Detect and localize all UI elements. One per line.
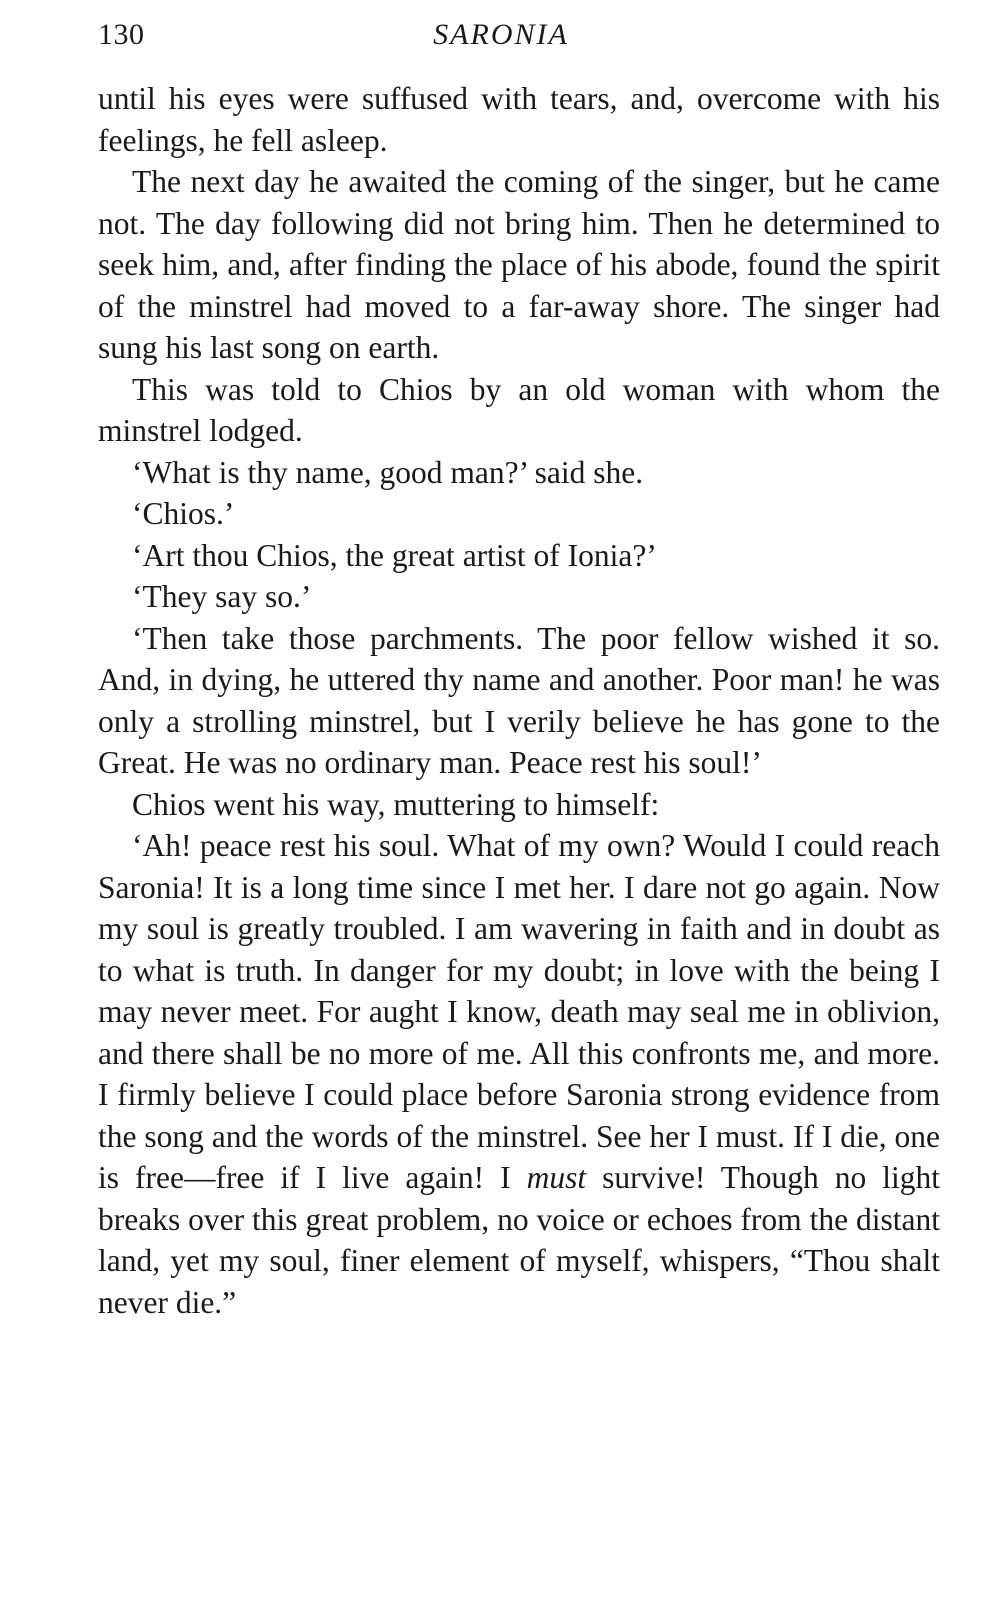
page-header bbox=[0, 14, 1002, 60]
paragraph-1: until his eyes were suffused with tears, and, overcome with his feelings, he fell asleep. bbox=[98, 81, 940, 158]
paragraph-5: ‘Chios.’ bbox=[132, 496, 235, 531]
paragraph-10-part-2: survive! Though no light breaks over this great problem, no voice or echoes from the distant land, yet my soul, finer element of myself, whispers, “Thou shalt never die.” bbox=[98, 1160, 940, 1320]
running-title: SARONIA bbox=[433, 18, 569, 51]
paragraph-6: ‘Art thou Chios, the great artist of Ionia?’ bbox=[132, 537, 657, 573]
paragraph-10-part-1: ‘Ah! peace rest his soul. What of my own? Would I could reach Saronia! It is a long time since I met her. I dare not go again. Now my soul is greatly troubled. I am wavering in faith and in doubt as to what is truth. In danger for my doubt; in love with the being I may never meet. For aught I know, death may seal me in oblivion, and there shall be no more of me. All this confronts me, and more. I firmly believe I could place before Saronia strong evidence from the song and the words of the minstrel. See her I must. If I die, one is free—free if I live again! I bbox=[98, 828, 940, 1195]
paragraph-4: ‘What is thy name, good man?’ said she. bbox=[132, 454, 644, 490]
paragraph-8: ‘Then take those parchments. The poor fellow wished it so. And, in dying, he uttered thy name and another. Poor man! he was only a strolling minstrel, but I verily believe he has gone to the Great. He was no ordinary man. Peace rest his soul!’ bbox=[98, 620, 940, 780]
paragraph-9: Chios went his way, muttering to himself: bbox=[132, 786, 660, 822]
page-number: 130 bbox=[98, 18, 145, 51]
paragraph-7: ‘They say so.’ bbox=[132, 579, 312, 614]
paragraph-10 bbox=[98, 825, 940, 1323]
body-text bbox=[98, 78, 940, 1323]
paragraph-2: The next day he awaited the coming of the singer, but he came not. The day following did not bring him. Then he determined to seek him, and, after finding the place of his abode, found the spirit of the minstrel had moved to a far-away shore. The singer had sung his last song on earth. bbox=[98, 164, 940, 365]
emphasis-must: must bbox=[526, 1160, 587, 1195]
paragraph-3: This was told to Chios by an old woman with whom the minstrel lodged. bbox=[98, 371, 940, 448]
